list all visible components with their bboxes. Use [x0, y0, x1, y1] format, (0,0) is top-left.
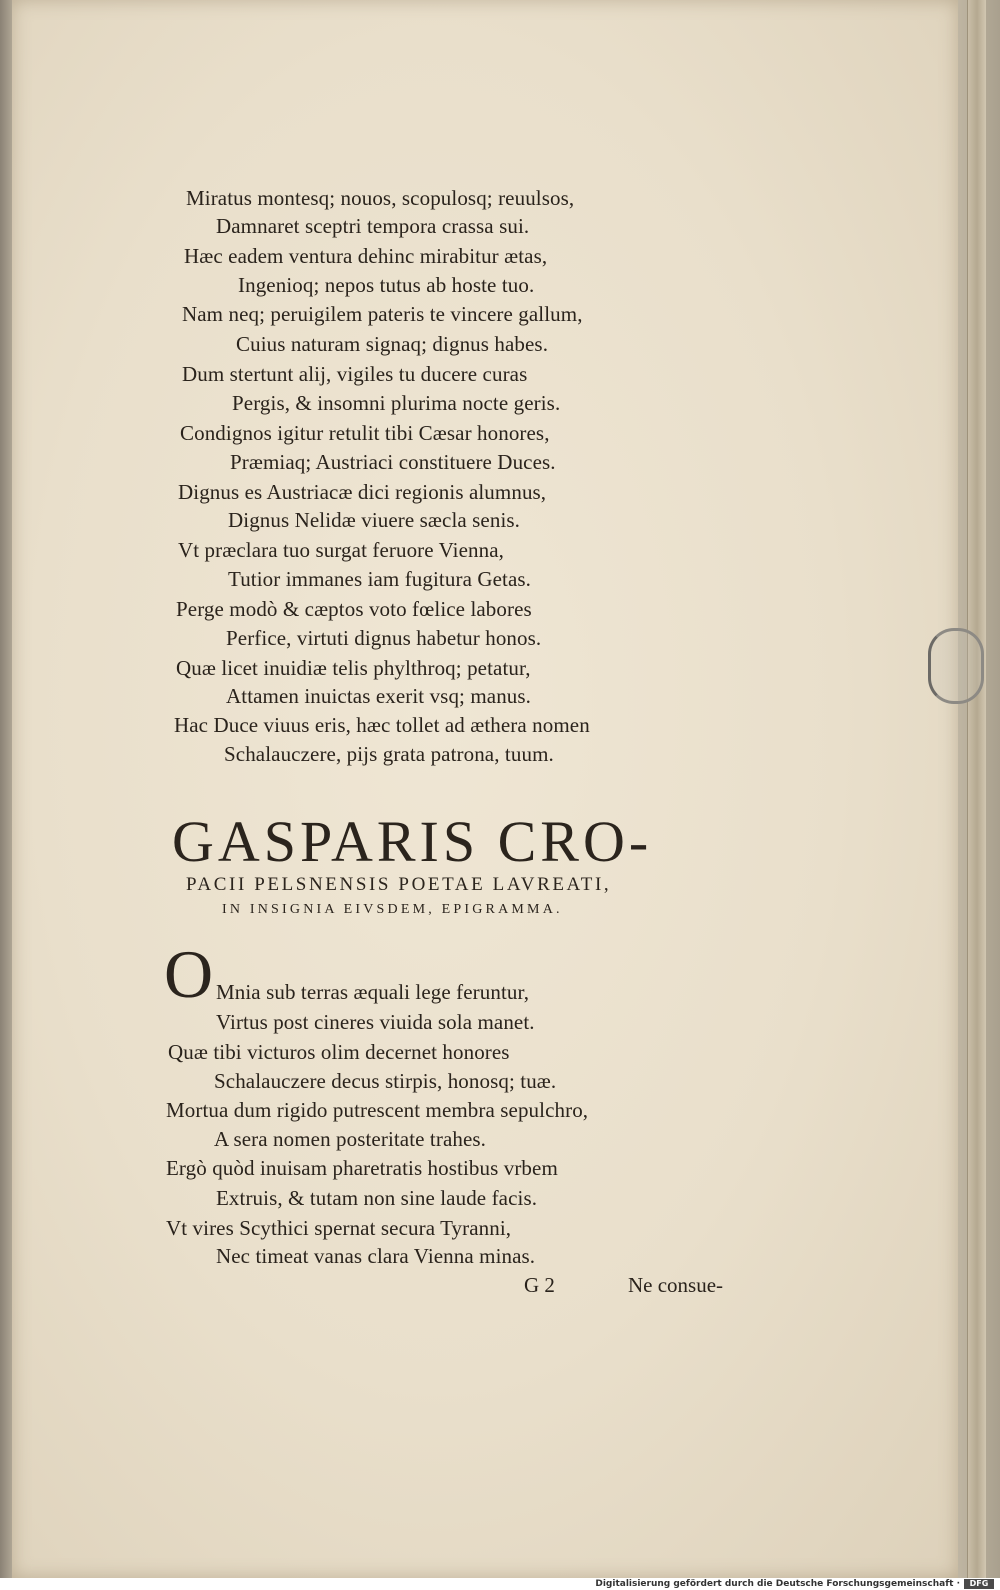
verse-line: Nam neq; peruigilem pateris te vincere gallum,	[182, 302, 583, 326]
drop-initial: O	[164, 936, 214, 1012]
heading-subtitle-2: IN INSIGNIA EIVSDEM, EPIGRAMMA.	[222, 902, 563, 917]
heading-title: GASPARIS CRO-	[172, 809, 653, 874]
verse-line: Virtus post cineres viuida sola manet.	[216, 1010, 535, 1034]
verse-line: Præmiaq; Austriaci constituere Duces.	[230, 450, 556, 474]
verse-line: Pergis, & insomni plurima nocte geris.	[232, 391, 561, 415]
footer-credit: Digitalisierung gefördert durch die Deutsche Forschungsgemeinschaft ·	[595, 1579, 960, 1589]
verse-line: Vt vires Scythici spernat secura Tyranni,	[166, 1216, 512, 1240]
verse-line: Extruis, & tutam non sine laude facis.	[216, 1186, 538, 1210]
digitization-footer	[0, 1578, 1000, 1590]
verse-line: Schalauczere, pijs grata patrona, tuum.	[224, 742, 554, 766]
verse-line: Schalauczere decus stirpis, honosq; tuæ.	[214, 1069, 557, 1093]
verse-line: Condignos igitur retulit tibi Cæsar honores,	[180, 421, 550, 445]
verse-line: Quæ licet inuidiæ telis phylthroq; petatur,	[176, 656, 531, 680]
verse-line: Nec timeat vanas clara Vienna minas.	[216, 1244, 536, 1268]
verse-line: Dignus es Austriacæ dici regionis alumnus,	[178, 480, 547, 504]
verse-line: Ergò quòd inuisam pharetratis hostibus vrbem	[166, 1156, 558, 1180]
dfg-logo: DFG	[964, 1579, 994, 1589]
verse-line: Mortua dum rigido putrescent membra sepulchro,	[166, 1098, 589, 1122]
heading-subtitle: PACII PELSNENSIS POETAE LAVREATI,	[186, 874, 612, 895]
verse-line: Attamen inuictas exerit vsq; manus.	[226, 684, 532, 708]
verse-line: Miratus montesq; nouos, scopulosq; reuulsos,	[186, 186, 575, 210]
verse-line: Tutior immanes iam fugitura Getas.	[228, 567, 531, 591]
verse-line: Ingenioq; nepos tutus ab hoste tuo.	[238, 273, 535, 297]
verse-line: Hac Duce viuus eris, hæc tollet ad æthera nomen	[174, 713, 590, 737]
verse-line: Dum stertunt alij, vigiles tu ducere curas	[182, 362, 528, 386]
signature-mark: G 2	[524, 1273, 555, 1297]
verse-line: Mnia sub terras æquali lege feruntur,	[216, 980, 530, 1004]
verse-line: Vt præclara tuo surgat feruore Vienna,	[178, 538, 504, 562]
catchword: Ne consue-	[628, 1273, 724, 1297]
verse-line: Hæc eadem ventura dehinc mirabitur ætas,	[184, 244, 548, 268]
verse-line: Perge modò & cæptos voto fœlice labores	[176, 597, 532, 621]
verse-line: Damnaret sceptri tempora crassa sui.	[216, 214, 530, 238]
verse-line: Perfice, virtuti dignus habetur honos.	[226, 626, 542, 650]
verse-line: A sera nomen posteritate trahes.	[214, 1127, 487, 1151]
verse-line: Quæ tibi victuros olim decernet honores	[168, 1040, 510, 1064]
verse-line: Cuius naturam signaq; dignus habes.	[236, 332, 549, 356]
verse-line: Dignus Nelidæ viuere sæcla senis.	[228, 508, 521, 532]
